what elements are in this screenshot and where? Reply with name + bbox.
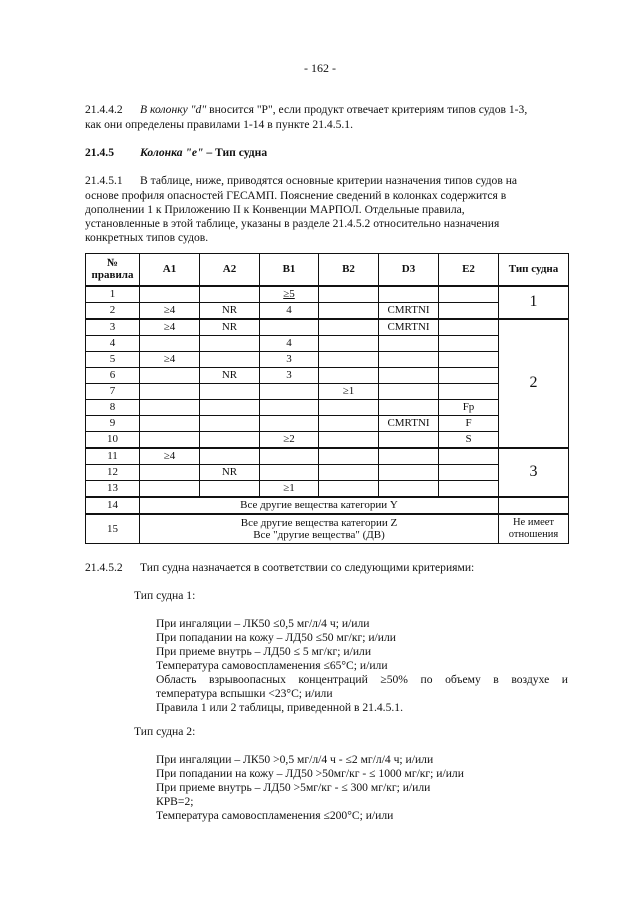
cell-a2 bbox=[200, 383, 260, 399]
cell-b1 bbox=[260, 448, 319, 465]
cell-d3: CMRTNI bbox=[379, 415, 439, 431]
cell-b1: 4 bbox=[260, 335, 319, 351]
cell-a1: ≥4 bbox=[140, 448, 200, 465]
ship-type-3: 3 bbox=[499, 448, 569, 497]
header-b2: B2 bbox=[319, 254, 379, 286]
cell-a2: NR bbox=[200, 464, 260, 480]
cell-a1: ≥4 bbox=[140, 351, 200, 367]
cell-b2 bbox=[319, 431, 379, 448]
row15-text-line2: Все "другие вещества" (ДВ) bbox=[253, 528, 385, 541]
heading-2145-num: 21.4.5 bbox=[85, 146, 114, 159]
cell-b1: 3 bbox=[260, 351, 319, 367]
table-row bbox=[86, 319, 569, 336]
cell-d3: CMRTNI bbox=[379, 302, 439, 319]
cell-a2 bbox=[200, 286, 260, 303]
cell-b2 bbox=[319, 464, 379, 480]
table-row bbox=[86, 399, 569, 415]
type2-line4: КРВ=2; bbox=[156, 795, 194, 808]
header-a2: A2 bbox=[200, 254, 260, 286]
rule-number: 1 bbox=[86, 286, 140, 303]
header-e2: E2 bbox=[439, 254, 499, 286]
cell-d3 bbox=[379, 351, 439, 367]
rule-number: 5 bbox=[86, 351, 140, 367]
cell-d3 bbox=[379, 480, 439, 497]
cell-a1 bbox=[140, 480, 200, 497]
cell-e2 bbox=[439, 319, 499, 336]
cell-d3 bbox=[379, 399, 439, 415]
cell-a2 bbox=[200, 399, 260, 415]
rule-number: 8 bbox=[86, 399, 140, 415]
cell-e2 bbox=[439, 464, 499, 480]
row15-text-line1: Все другие вещества категории Z bbox=[240, 516, 398, 529]
cell-b1: ≥1 bbox=[260, 480, 319, 497]
header-d3: D3 bbox=[379, 254, 439, 286]
rule-number: 4 bbox=[86, 335, 140, 351]
para-21451-num: 21.4.5.1 bbox=[85, 174, 123, 187]
cell-a2 bbox=[200, 351, 260, 367]
cell-a2 bbox=[200, 480, 260, 497]
type1-line4: Температура самовоспламенения ≤65°C; и/или bbox=[156, 659, 388, 672]
cell-b1 bbox=[260, 399, 319, 415]
cell-d3 bbox=[379, 286, 439, 303]
type1-title: Тип судна 1: bbox=[134, 589, 196, 602]
cell-b2 bbox=[319, 480, 379, 497]
cell-a2 bbox=[200, 448, 260, 465]
cell-e2 bbox=[439, 302, 499, 319]
cell-a1 bbox=[140, 286, 200, 303]
cell-d3 bbox=[379, 448, 439, 465]
row14-text: Все другие вещества категории Y bbox=[140, 497, 499, 514]
cell-d3 bbox=[379, 431, 439, 448]
rule-number: 11 bbox=[86, 448, 140, 465]
rule-number: 7 bbox=[86, 383, 140, 399]
cell-e2 bbox=[439, 383, 499, 399]
type2-line5: Температура самовоспламенения ≤200°C; и/или bbox=[156, 809, 394, 822]
para-21451-line3: дополнении 1 к Приложению II к Конвенции МАРПОЛ. Отдельные правила, bbox=[85, 203, 465, 216]
rule-number: 13 bbox=[86, 480, 140, 497]
cell-b1: ≥5 bbox=[260, 286, 319, 303]
cell-e2 bbox=[439, 335, 499, 351]
header-rule-no: № правила bbox=[86, 254, 140, 286]
cell-a1 bbox=[140, 335, 200, 351]
cell-b1 bbox=[260, 319, 319, 336]
cell-b2 bbox=[319, 302, 379, 319]
cell-e2 bbox=[439, 351, 499, 367]
type2-line1: При ингаляции – ЛК50 >0,5 мг/л/4 ч - ≤2 мг/л/4 ч; и/или bbox=[156, 753, 434, 766]
rule-number: 9 bbox=[86, 415, 140, 431]
para-21442-num: 21.4.4.2 bbox=[85, 103, 123, 116]
rule-number: 3 bbox=[86, 319, 140, 336]
type1-line5: Область взрывоопасных концентраций ≥50% по объему в воздухе и bbox=[156, 673, 568, 686]
cell-b2 bbox=[319, 351, 379, 367]
cell-b2: ≥1 bbox=[319, 383, 379, 399]
row15-text bbox=[140, 514, 499, 544]
para-21442-italic: В колонку "d" bbox=[140, 103, 207, 116]
para-21452-num: 21.4.5.2 bbox=[85, 561, 123, 574]
cell-a1 bbox=[140, 399, 200, 415]
type2-line2: При попадании на кожу – ЛД50 >50мг/кг - ≤ 1000 мг/кг; и/или bbox=[156, 767, 464, 780]
type1-line2: При попадании на кожу – ЛД50 ≤50 мг/кг; и/или bbox=[156, 631, 396, 644]
cell-b1 bbox=[260, 415, 319, 431]
cell-d3 bbox=[379, 367, 439, 383]
para-21451-line1: В таблице, ниже, приводятся основные критерии назначения типов судов на bbox=[140, 174, 518, 187]
cell-e2 bbox=[439, 286, 499, 303]
header-b1: B1 bbox=[260, 254, 319, 286]
cell-a1 bbox=[140, 431, 200, 448]
cell-d3 bbox=[379, 464, 439, 480]
table-row bbox=[86, 302, 569, 319]
table-row bbox=[86, 448, 569, 465]
cell-b2 bbox=[319, 286, 379, 303]
rule-number: 15 bbox=[86, 514, 140, 544]
para-21442-rest: вносится "P", если продукт отвечает критериям типов судов 1-3, bbox=[209, 103, 528, 116]
cell-e2: S bbox=[439, 431, 499, 448]
rule-number: 2 bbox=[86, 302, 140, 319]
table-row-14 bbox=[86, 497, 569, 514]
cell-b2 bbox=[319, 319, 379, 336]
cell-a2: NR bbox=[200, 367, 260, 383]
cell-e2: F bbox=[439, 415, 499, 431]
cell-b1: ≥2 bbox=[260, 431, 319, 448]
heading-2145-rest: – Тип судна bbox=[206, 146, 268, 159]
cell-a2: NR bbox=[200, 302, 260, 319]
para-21452-text: Тип судна назначается в соответствии со следующими критериями: bbox=[140, 561, 475, 574]
rule-number: 14 bbox=[86, 497, 140, 514]
cell-a1: ≥4 bbox=[140, 302, 200, 319]
cell-b1: 3 bbox=[260, 367, 319, 383]
header-ship-type: Тип судна bbox=[499, 254, 569, 286]
table-row bbox=[86, 286, 569, 303]
row15-ship-type: Не имеет отношения bbox=[499, 514, 569, 544]
table-row bbox=[86, 335, 569, 351]
cell-b2 bbox=[319, 399, 379, 415]
table-row bbox=[86, 415, 569, 431]
ship-type-2: 2 bbox=[499, 319, 569, 448]
type2-title: Тип судна 2: bbox=[134, 725, 196, 738]
ship-type-criteria-table bbox=[85, 253, 569, 544]
table-row bbox=[86, 431, 569, 448]
table-row bbox=[86, 464, 569, 480]
table-header-row bbox=[86, 254, 569, 286]
ship-type-1: 1 bbox=[499, 286, 569, 319]
cell-a1: ≥4 bbox=[140, 319, 200, 336]
cell-a2 bbox=[200, 431, 260, 448]
cell-e2 bbox=[439, 480, 499, 497]
cell-a1 bbox=[140, 367, 200, 383]
cell-e2 bbox=[439, 448, 499, 465]
heading-2145-italic: Колонка "e" bbox=[140, 146, 204, 159]
cell-a2: NR bbox=[200, 319, 260, 336]
table-row bbox=[86, 367, 569, 383]
table-row bbox=[86, 383, 569, 399]
cell-b1 bbox=[260, 464, 319, 480]
rule-number: 12 bbox=[86, 464, 140, 480]
table-row bbox=[86, 480, 569, 497]
cell-e2 bbox=[439, 367, 499, 383]
rule-number: 10 bbox=[86, 431, 140, 448]
page-number: - 162 - bbox=[304, 61, 336, 75]
cell-a1 bbox=[140, 415, 200, 431]
para-21442-line2: как они определены правилами 1-14 в пункте 21.4.5.1. bbox=[85, 118, 353, 131]
header-a1: A1 bbox=[140, 254, 200, 286]
para-21451-line5: конкретных типов судов. bbox=[85, 231, 209, 244]
cell-d3: CMRTNI bbox=[379, 319, 439, 336]
cell-b2 bbox=[319, 415, 379, 431]
cell-b2 bbox=[319, 448, 379, 465]
table-row bbox=[86, 351, 569, 367]
cell-d3 bbox=[379, 383, 439, 399]
cell-b1 bbox=[260, 383, 319, 399]
heading-2145-title bbox=[140, 146, 267, 160]
type1-line7: Правила 1 или 2 таблицы, приведенной в 21.4.5.1. bbox=[156, 701, 403, 714]
cell-a2 bbox=[200, 335, 260, 351]
type1-line6: температура вспышки <23°C; и/или bbox=[156, 687, 333, 700]
type1-line3: При приеме внутрь – ЛД50 ≤ 5 мг/кг; и/или bbox=[156, 645, 372, 658]
cell-e2: Fp bbox=[439, 399, 499, 415]
table-row-15 bbox=[86, 514, 569, 544]
cell-a1 bbox=[140, 383, 200, 399]
cell-b2 bbox=[319, 335, 379, 351]
cell-d3 bbox=[379, 335, 439, 351]
rule-number: 6 bbox=[86, 367, 140, 383]
cell-a2 bbox=[200, 415, 260, 431]
cell-a1 bbox=[140, 464, 200, 480]
row14-ship-type bbox=[499, 497, 569, 514]
cell-b1: 4 bbox=[260, 302, 319, 319]
type2-line3: При приеме внутрь – ЛД50 >5мг/кг - ≤ 300 мг/кг; и/или bbox=[156, 781, 431, 794]
para-21442-line1 bbox=[140, 103, 527, 117]
para-21451-line4: установленные в этой таблице, указаны в разделе 21.4.5.2 относительно назначения bbox=[85, 217, 500, 230]
type1-line1: При ингаляции – ЛК50 ≤0,5 мг/л/4 ч; и/или bbox=[156, 617, 370, 630]
para-21451-line2: основе профиля опасностей ГЕСАМП. Пояснение сведений в колонках содержится в bbox=[85, 189, 507, 202]
cell-b2 bbox=[319, 367, 379, 383]
